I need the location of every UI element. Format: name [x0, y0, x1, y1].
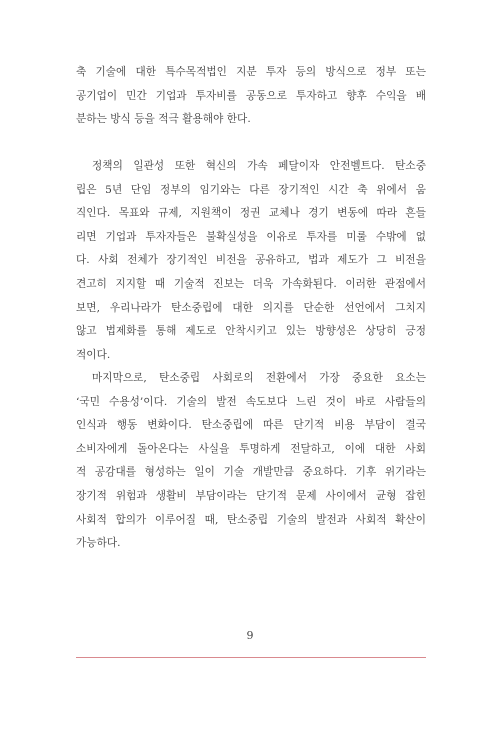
paragraph-line: 보면, 우리나라가 탄소중립에 대한 의지를 단순한 선언에서 그치지	[76, 301, 426, 314]
paragraph-line: 립은 5년 단임 정부의 임기와는 다른 장기적인 시간 축 위에서 움	[76, 183, 426, 196]
paragraph-line: 인식과 행동 변화이다. 탄소중립에 따른 단기적 비용 부담이 결국	[76, 419, 426, 432]
paragraph-line: 직인다. 목표와 규제, 지원책이 정권 교체나 경기 변동에 따라 흔들	[76, 207, 426, 220]
paragraph-line: 장기적 위험과 생활비 부담이라는 단기적 문제 사이에서 균형 잡힌	[76, 489, 426, 502]
paragraph-2	[76, 155, 426, 367]
paragraph-line: 마지막으로, 탄소중립 사회로의 전환에서 가장 중요한 요소는	[92, 372, 426, 384]
paragraph-line: 않고 법제화를 통해 제도로 안착시키고 있는 방향성은 상당히 긍정	[76, 325, 426, 338]
paragraph-line: 사회적 합의가 이루어질 때, 탄소중립 기술의 발전과 사회적 확산이	[76, 513, 426, 526]
paragraph-line: 가능하다.	[76, 537, 121, 550]
paragraph-line: 공기업이 민간 기업과 투자비를 공동으로 투자하고 향후 수익을 배	[76, 89, 426, 102]
paragraph-line: 축 기술에 대한 특수목적법인 지분 투자 등의 방식으로 정부 또는	[76, 66, 426, 78]
page-number: 9	[246, 629, 254, 642]
paragraph-line: 견고히 지지할 때 기술적 진보는 더욱 가속화된다. 이러한 관점에서	[76, 277, 426, 290]
paragraph-line: 정책의 일관성 또한 혁신의 가속 페달이자 안전벨트다. 탄소중	[92, 160, 426, 172]
paragraph-line: ‘국민 수용성’이다. 기술의 발전 속도보다 느린 것이 바로 사람들의	[76, 395, 426, 408]
paragraph-line: 적이다.	[76, 348, 111, 361]
paragraph-1	[76, 61, 426, 132]
paragraph-3	[76, 367, 426, 556]
paragraph-line: 소비자에게 돌아온다는 사실을 투명하게 전달하고, 이에 대한 사회	[76, 442, 426, 455]
paragraph-line: 다. 사회 전체가 장기적인 비전을 공유하고, 법과 제도가 그 비전을	[76, 254, 426, 267]
paragraph-line: 리면 기업과 투자자들은 불확실성을 이유로 투자를 미룰 수밖에 없	[76, 230, 426, 243]
footer-divider	[76, 657, 426, 658]
paragraph-line: 적 공감대를 형성하는 일이 기술 개발만큼 중요하다. 기후 위기라는	[76, 466, 426, 479]
paragraph-line: 분하는 방식 등을 적극 활용해야 한다.	[76, 113, 251, 126]
